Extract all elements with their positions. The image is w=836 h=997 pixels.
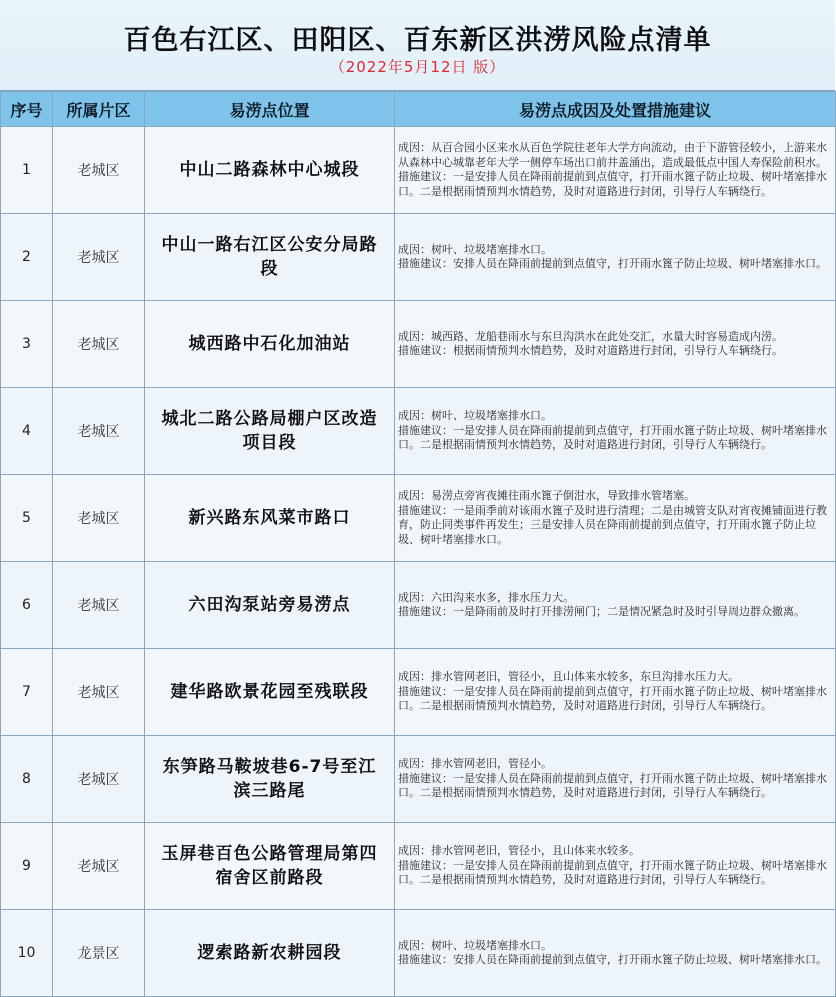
row-area: 老城区 bbox=[53, 388, 145, 475]
row-location: 新兴路东风菜市路口 bbox=[145, 475, 395, 562]
row-cause-measures bbox=[395, 649, 836, 736]
row-location: 中山二路森林中心城段 bbox=[145, 127, 395, 214]
document-title: 百色右江区、田阳区、百东新区洪涝风险点清单 bbox=[123, 25, 712, 56]
row-serial-number: 7 bbox=[1, 649, 53, 736]
row-cause-measures bbox=[395, 736, 836, 823]
row-cause-measures bbox=[395, 214, 836, 301]
row-location: 城西路中石化加油站 bbox=[145, 301, 395, 388]
row-location: 东笋路马鞍坡巷6-7号至江滨三路尾 bbox=[145, 736, 395, 823]
row-location: 玉屏巷百色公路管理局第四宿舍区前路段 bbox=[145, 823, 395, 910]
row-cause-measures bbox=[395, 301, 836, 388]
row-measure-text: 措施建议：一是安排人员在降雨前提前到点值守，打开雨水篦子防止垃圾、树叶堵塞排水口。二是根据雨情预判水情趋势，及时对道路进行封闭，引导行人车辆绕行。 bbox=[398, 684, 827, 713]
document-subtitle: （2022年5月12日 版） bbox=[329, 58, 506, 76]
risk-points-table bbox=[0, 91, 836, 997]
header-serial-number: 序号 bbox=[1, 92, 53, 127]
row-location: 六田沟泵站旁易涝点 bbox=[145, 562, 395, 649]
row-serial-number: 5 bbox=[1, 475, 53, 562]
row-cause-text: 成因：从百合园小区来水从百色学院往老年大学方向流动，由于下游管径较小，上游来水从森林中心城靠老年大学一侧停车场出口前井盖涌出，造成最低点中国人寿保险前积水。 bbox=[398, 141, 827, 169]
row-measure-text: 措施建议：一是降雨前及时打开排涝闸门；二是情况紧急时及时引导周边群众撤离。 bbox=[398, 605, 805, 618]
row-measure-text: 措施建议：一是雨季前对该雨水篦子及时进行清理；二是由城管支队对宵夜摊铺面进行教育，防止同类事件再发生；三是安排人员在降雨前提前到点值守，打开雨水篦子防止垃圾、树叶堵塞排水口。 bbox=[398, 503, 827, 546]
row-cause-text: 成因：树叶、垃圾堵塞排水口。 bbox=[398, 242, 552, 256]
row-cause-measures bbox=[395, 388, 836, 475]
row-cause-measures bbox=[395, 910, 836, 997]
row-location: 逻索路新农耕园段 bbox=[145, 910, 395, 997]
row-location: 建华路欧景花园至残联段 bbox=[145, 649, 395, 736]
row-cause-text: 成因：排水管网老旧，管径小，且山体来水较多。 bbox=[398, 844, 640, 858]
row-serial-number: 2 bbox=[1, 214, 53, 301]
header-location: 易涝点位置 bbox=[145, 92, 395, 127]
table-row bbox=[1, 649, 836, 736]
table-row bbox=[1, 910, 836, 997]
row-area: 老城区 bbox=[53, 823, 145, 910]
row-cause-text: 成因：城西路、龙船巷雨水与东旦沟洪水在此处交汇，水量大时容易造成内涝。 bbox=[398, 329, 783, 343]
row-measure-text: 措施建议：一是安排人员在降雨前提前到点值守，打开雨水篦子防止垃圾、树叶堵塞排水口。二是根据雨情预判水情趋势，及时对道路进行封闭，引导行人车辆绕行。 bbox=[398, 170, 827, 198]
row-area: 老城区 bbox=[53, 127, 145, 214]
row-serial-number: 6 bbox=[1, 562, 53, 649]
row-cause-measures bbox=[395, 127, 836, 214]
row-area: 老城区 bbox=[53, 649, 145, 736]
row-cause-text: 成因：六田沟来水多，排水压力大。 bbox=[398, 590, 574, 604]
row-area: 老城区 bbox=[53, 562, 145, 649]
row-cause-measures bbox=[395, 475, 836, 562]
row-serial-number: 8 bbox=[1, 736, 53, 823]
row-area: 老城区 bbox=[53, 736, 145, 823]
row-serial-number: 3 bbox=[1, 301, 53, 388]
header-cause-measures: 易涝点成因及处置措施建议 bbox=[395, 92, 836, 127]
row-serial-number: 4 bbox=[1, 388, 53, 475]
row-location: 中山一路右江区公安分局路段 bbox=[145, 214, 395, 301]
row-cause-measures bbox=[395, 823, 836, 910]
row-cause-text: 成因：树叶、垃圾堵塞排水口。 bbox=[398, 938, 552, 952]
row-measure-text: 措施建议：一是安排人员在降雨前提前到点值守，打开雨水篦子防止垃圾、树叶堵塞排水口。二是根据雨情预判水情趋势，及时对道路进行封闭，引导行人车辆绕行。 bbox=[398, 423, 827, 452]
row-serial-number: 10 bbox=[1, 910, 53, 997]
table-row bbox=[1, 823, 836, 910]
table-row bbox=[1, 388, 836, 475]
row-location: 城北二路公路局棚户区改造项目段 bbox=[145, 388, 395, 475]
row-measure-text: 措施建议：安排人员在降雨前提前到点值守，打开雨水篦子防止垃圾、树叶堵塞排水口。 bbox=[398, 953, 827, 966]
row-serial-number: 9 bbox=[1, 823, 53, 910]
row-cause-text: 成因：排水管网老旧，管径小，且山体来水较多，东旦沟排水压力大。 bbox=[398, 670, 739, 684]
table-row bbox=[1, 736, 836, 823]
table-header-row bbox=[1, 92, 836, 127]
row-area: 老城区 bbox=[53, 301, 145, 388]
table-row bbox=[1, 301, 836, 388]
row-measure-text: 措施建议：安排人员在降雨前提前到点值守，打开雨水篦子防止垃圾、树叶堵塞排水口。 bbox=[398, 257, 827, 270]
row-area: 老城区 bbox=[53, 475, 145, 562]
header-area: 所属片区 bbox=[53, 92, 145, 127]
row-cause-text: 成因：树叶、垃圾堵塞排水口。 bbox=[398, 409, 552, 423]
row-cause-text: 成因：排水管网老旧，管径小。 bbox=[398, 757, 552, 771]
row-serial-number: 1 bbox=[1, 127, 53, 214]
row-area: 老城区 bbox=[53, 214, 145, 301]
row-cause-measures bbox=[395, 562, 836, 649]
row-measure-text: 措施建议：一是安排人员在降雨前提前到点值守，打开雨水篦子防止垃圾、树叶堵塞排水口。二是根据雨情预判水情趋势，及时对道路进行封闭，引导行人车辆绕行。 bbox=[398, 771, 827, 800]
table-row bbox=[1, 214, 836, 301]
row-cause-text: 成因：易涝点旁宵夜摊往雨水篦子倒泔水，导致排水管堵塞。 bbox=[398, 489, 695, 502]
table-row bbox=[1, 562, 836, 649]
document-header bbox=[0, 0, 835, 91]
table-row bbox=[1, 127, 836, 214]
table-row bbox=[1, 475, 836, 562]
row-measure-text: 措施建议：根据雨情预判水情趋势，及时对道路进行封闭，引导行人车辆绕行。 bbox=[398, 344, 783, 357]
row-area: 龙景区 bbox=[53, 910, 145, 997]
row-measure-text: 措施建议：一是安排人员在降雨前提前到点值守，打开雨水篦子防止垃圾、树叶堵塞排水口。二是根据雨情预判水情趋势，及时对道路进行封闭，引导行人车辆绕行。 bbox=[398, 858, 827, 887]
